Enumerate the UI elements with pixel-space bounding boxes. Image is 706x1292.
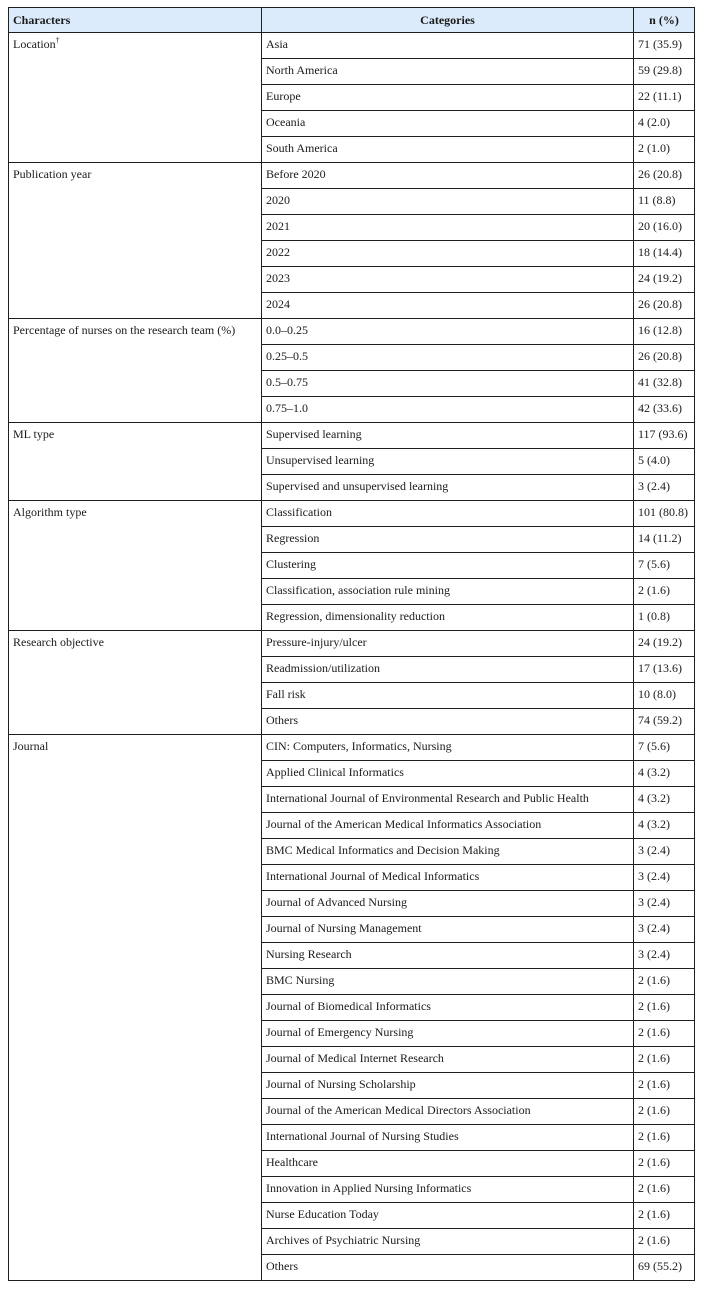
category-cell: Fall risk [262,683,634,709]
count-percent-cell: 74 (59.2) [634,709,695,735]
category-cell: 2021 [262,215,634,241]
count-percent-cell: 4 (2.0) [634,111,695,137]
category-cell: Supervised learning [262,423,634,449]
group-label: Research objective [13,635,104,649]
count-percent-cell: 41 (32.8) [634,371,695,397]
group-label: Percentage of nurses on the research team (%) [13,323,236,337]
category-cell: BMC Nursing [262,969,634,995]
category-cell: Oceania [262,111,634,137]
count-percent-cell: 3 (2.4) [634,839,695,865]
category-cell: Clustering [262,553,634,579]
count-percent-cell: 20 (16.0) [634,215,695,241]
table-row [9,735,695,761]
count-percent-cell: 3 (2.4) [634,891,695,917]
category-cell: Journal of Nursing Scholarship [262,1073,634,1099]
category-cell: Classification, association rule mining [262,579,634,605]
category-cell: Journal of the American Medical Directors Association [262,1099,634,1125]
category-cell: Journal of Biomedical Informatics [262,995,634,1021]
characteristics-table [8,7,695,1281]
count-percent-cell: 24 (19.2) [634,267,695,293]
header-row [9,8,695,33]
category-cell: Nursing Research [262,943,634,969]
count-percent-cell: 2 (1.6) [634,1151,695,1177]
category-cell: 2020 [262,189,634,215]
count-percent-cell: 10 (8.0) [634,683,695,709]
header-categories: Categories [262,8,634,33]
footnote-marker: † [55,36,60,45]
category-cell: 2023 [262,267,634,293]
category-cell: 0.25–0.5 [262,345,634,371]
category-cell: Journal of Nursing Management [262,917,634,943]
count-percent-cell: 42 (33.6) [634,397,695,423]
group-label: ML type [13,427,55,441]
category-cell: South America [262,137,634,163]
count-percent-cell: 3 (2.4) [634,865,695,891]
count-percent-cell: 2 (1.6) [634,1203,695,1229]
table-row [9,501,695,527]
table-row [9,33,695,59]
count-percent-cell: 18 (14.4) [634,241,695,267]
category-cell: Asia [262,33,634,59]
category-cell: Regression [262,527,634,553]
count-percent-cell: 59 (29.8) [634,59,695,85]
count-percent-cell: 2 (1.6) [634,1021,695,1047]
category-cell: 0.5–0.75 [262,371,634,397]
category-cell: Others [262,1255,634,1281]
category-cell: North America [262,59,634,85]
count-percent-cell: 2 (1.0) [634,137,695,163]
count-percent-cell: 22 (11.1) [634,85,695,111]
category-cell: 2022 [262,241,634,267]
count-percent-cell: 3 (2.4) [634,943,695,969]
count-percent-cell: 2 (1.6) [634,1099,695,1125]
count-percent-cell: 26 (20.8) [634,293,695,319]
category-cell: Europe [262,85,634,111]
count-percent-cell: 14 (11.2) [634,527,695,553]
category-cell: Journal of Emergency Nursing [262,1021,634,1047]
header-characters: Characters [9,8,262,33]
count-percent-cell: 3 (2.4) [634,917,695,943]
category-cell: 0.75–1.0 [262,397,634,423]
category-cell: Journal of Medical Internet Research [262,1047,634,1073]
count-percent-cell: 2 (1.6) [634,579,695,605]
count-percent-cell: 3 (2.4) [634,475,695,501]
group-label-cell [9,163,262,319]
group-label: Journal [13,739,49,753]
table-row [9,163,695,189]
count-percent-cell: 24 (19.2) [634,631,695,657]
category-cell: Nurse Education Today [262,1203,634,1229]
count-percent-cell: 7 (5.6) [634,735,695,761]
group-label: Algorithm type [13,505,87,519]
category-cell: BMC Medical Informatics and Decision Making [262,839,634,865]
count-percent-cell: 4 (3.2) [634,761,695,787]
group-label-cell [9,735,262,1281]
category-cell: Classification [262,501,634,527]
category-cell: Applied Clinical Informatics [262,761,634,787]
count-percent-cell: 11 (8.8) [634,189,695,215]
category-cell: Supervised and unsupervised learning [262,475,634,501]
category-cell: Pressure-injury/ulcer [262,631,634,657]
count-percent-cell: 16 (12.8) [634,319,695,345]
category-cell: Readmission/utilization [262,657,634,683]
table-row [9,631,695,657]
count-percent-cell: 26 (20.8) [634,163,695,189]
category-cell: Journal of Advanced Nursing [262,891,634,917]
count-percent-cell: 1 (0.8) [634,605,695,631]
group-label-cell [9,501,262,631]
count-percent-cell: 2 (1.6) [634,1229,695,1255]
category-cell: Archives of Psychiatric Nursing [262,1229,634,1255]
category-cell: International Journal of Environmental Research and Public Health [262,787,634,813]
count-percent-cell: 2 (1.6) [634,1073,695,1099]
count-percent-cell: 2 (1.6) [634,1125,695,1151]
header-n-percent: n (%) [634,8,695,33]
category-cell: 2024 [262,293,634,319]
count-percent-cell: 69 (55.2) [634,1255,695,1281]
table-body [9,33,695,1281]
category-cell: Journal of the American Medical Informatics Association [262,813,634,839]
count-percent-cell: 5 (4.0) [634,449,695,475]
group-label-cell [9,423,262,501]
category-cell: Innovation in Applied Nursing Informatics [262,1177,634,1203]
category-cell: CIN: Computers, Informatics, Nursing [262,735,634,761]
count-percent-cell: 7 (5.6) [634,553,695,579]
table-row [9,423,695,449]
count-percent-cell: 17 (13.6) [634,657,695,683]
category-cell: Unsupervised learning [262,449,634,475]
count-percent-cell: 4 (3.2) [634,787,695,813]
count-percent-cell: 2 (1.6) [634,969,695,995]
category-cell: Regression, dimensionality reduction [262,605,634,631]
count-percent-cell: 2 (1.6) [634,1177,695,1203]
group-label-cell [9,319,262,423]
count-percent-cell: 117 (93.6) [634,423,695,449]
table-row [9,319,695,345]
category-cell: International Journal of Medical Informatics [262,865,634,891]
group-label-cell [9,631,262,735]
category-cell: International Journal of Nursing Studies [262,1125,634,1151]
count-percent-cell: 101 (80.8) [634,501,695,527]
count-percent-cell: 26 (20.8) [634,345,695,371]
category-cell: 0.0–0.25 [262,319,634,345]
category-cell: Before 2020 [262,163,634,189]
count-percent-cell: 2 (1.6) [634,1047,695,1073]
count-percent-cell: 2 (1.6) [634,995,695,1021]
count-percent-cell: 71 (35.9) [634,33,695,59]
group-label: Publication year [13,167,92,181]
category-cell: Healthcare [262,1151,634,1177]
count-percent-cell: 4 (3.2) [634,813,695,839]
group-label: Location [13,37,56,51]
category-cell: Others [262,709,634,735]
group-label-cell [9,33,262,163]
